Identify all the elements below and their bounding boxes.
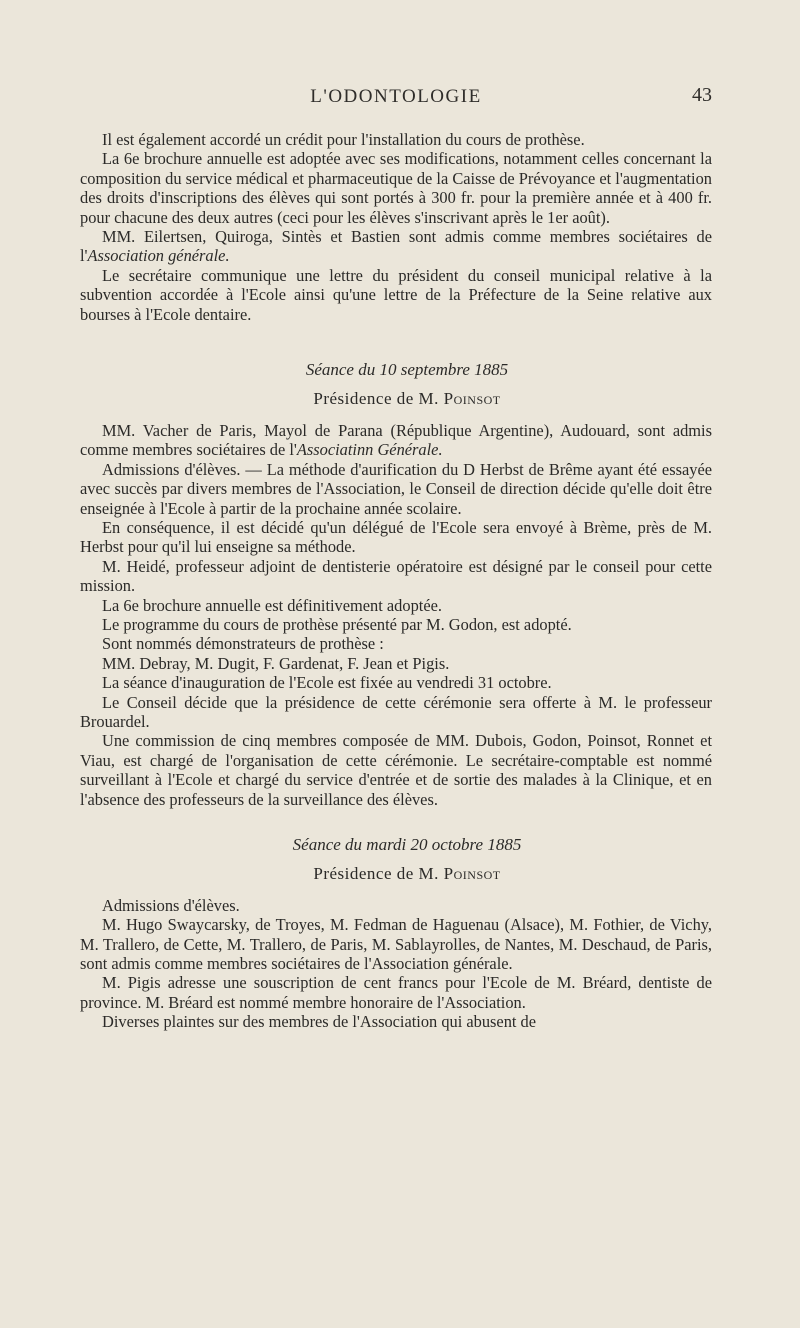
running-title: L'ODONTOLOGIE xyxy=(310,86,482,107)
association-name: Association générale. xyxy=(87,246,230,266)
paragraph xyxy=(80,227,712,266)
paragraph: Admissions d'élèves. — La méthode d'aurification du D Herbst de Brême ayant été essayée avec succès par divers membres de l'Association, le Conseil de direction décide qu'elle doit être enseignée à l'Ecole à partir de la prochaine année scolaire. xyxy=(80,459,712,518)
paragraph: M. Heidé, professeur adjoint de dentisterie opératoire est désigné par le conseil pour cette mission. xyxy=(80,556,712,596)
page-number: 43 xyxy=(692,84,712,106)
paragraph: MM. Debray, M. Dugit, F. Gardenat, F. Jean et Pigis. xyxy=(102,653,450,673)
paragraph: M. Hugo Swaycarsky, de Troyes, M. Fedman de Haguenau (Alsace), M. Fothier, de Vichy, M. Trallero, de Cette, M. Trallero, de Paris, M. Sablayrolles, de Nantes, M. Deschaud, de Paris, sont admis comme membres sociétaires de l'Association générale. xyxy=(80,915,712,974)
paragraph: Le Conseil décide que la présidence de cette cérémonie sera offerte à M. le professeur Brouardel. xyxy=(80,692,712,731)
paragraph: Admissions d'élèves. xyxy=(102,895,240,915)
paragraph: Diverses plaintes sur des membres de l'Association qui abusent de xyxy=(102,1012,537,1032)
paragraph: Sont nommés démonstrateurs de prothèse : xyxy=(102,634,384,654)
page-body xyxy=(80,130,712,1032)
president-name: Poinsot xyxy=(443,864,501,884)
presidence-line xyxy=(80,389,712,408)
presidence-line xyxy=(80,864,712,883)
section-title: Séance du 10 septembre 1885 xyxy=(305,360,509,380)
paragraph: Le secrétaire communique une lettre du président du conseil municipal relative à la subvention accordée à l'Ecole ainsi qu'une lettre de la Préfecture de la Seine relative aux bourses à l'Ecole dentaire. xyxy=(80,265,712,324)
paragraph xyxy=(80,421,712,460)
president-name: Poinsot xyxy=(443,389,501,409)
paragraph: En conséquence, il est décidé qu'un délégué de l'Ecole sera envoyé à Brème, près de M. Herbst pour qu'il lui enseigne sa méthode. xyxy=(80,517,712,557)
presidence-prefix: Présidence de M. xyxy=(313,389,439,409)
paragraph: Une commission de cinq membres composée de MM. Dubois, Godon, Poinsot, Ronnet et Viau, est chargé de l'organisation de cette cérémonie. Le secrétaire-comptable est nommé surveillant à l'Ecole et chargé du service d'entrée et de sortie des malades à la Clinique, et en l'absence des professeurs de la surveillance des élèves. xyxy=(80,731,712,809)
paragraph-text: MM. Vacher de Paris, Mayol de Parana (République Argentine), Audouard, sont admis comme membres sociétaires de l' xyxy=(80,420,712,460)
paragraph: La 6e brochure annuelle est définitivement adoptée. xyxy=(102,595,442,615)
section-title: Séance du mardi 20 octobre 1885 xyxy=(292,835,522,854)
page-header xyxy=(80,86,712,116)
paragraph-text: MM. Eilertsen, Quiroga, Sintès et Bastien sont admis comme membres sociétaires de l' xyxy=(80,227,712,266)
paragraph: Il est également accordé un crédit pour l'installation du cours de prothèse. xyxy=(102,130,585,149)
paragraph: M. Pigis adresse une souscription de cent francs pour l'Ecole de M. Bréard, dentiste de province. M. Bréard est nommé membre honoraire de l'Association. xyxy=(80,973,712,1012)
paragraph: La séance d'inauguration de l'Ecole est fixée au vendredi 31 octobre. xyxy=(102,673,552,693)
paragraph: Le programme du cours de prothèse présenté par M. Godon, est adopté. xyxy=(102,614,572,634)
paragraph: La 6e brochure annuelle est adoptée avec ses modifications, notamment celles concernant la composition du service médical et pharmaceutique de la Caisse de Prévoyance et l'augmentation des droits d'inscriptions des élèves qui sont portés à 300 fr. pour la première année et à 400 fr. pour chacune des deux autres (ceci pour les élèves s'inscrivant après le 1er août). xyxy=(80,149,712,227)
association-name: Associatinn Générale. xyxy=(296,440,443,460)
presidence-prefix: Présidence de M. xyxy=(313,864,439,884)
